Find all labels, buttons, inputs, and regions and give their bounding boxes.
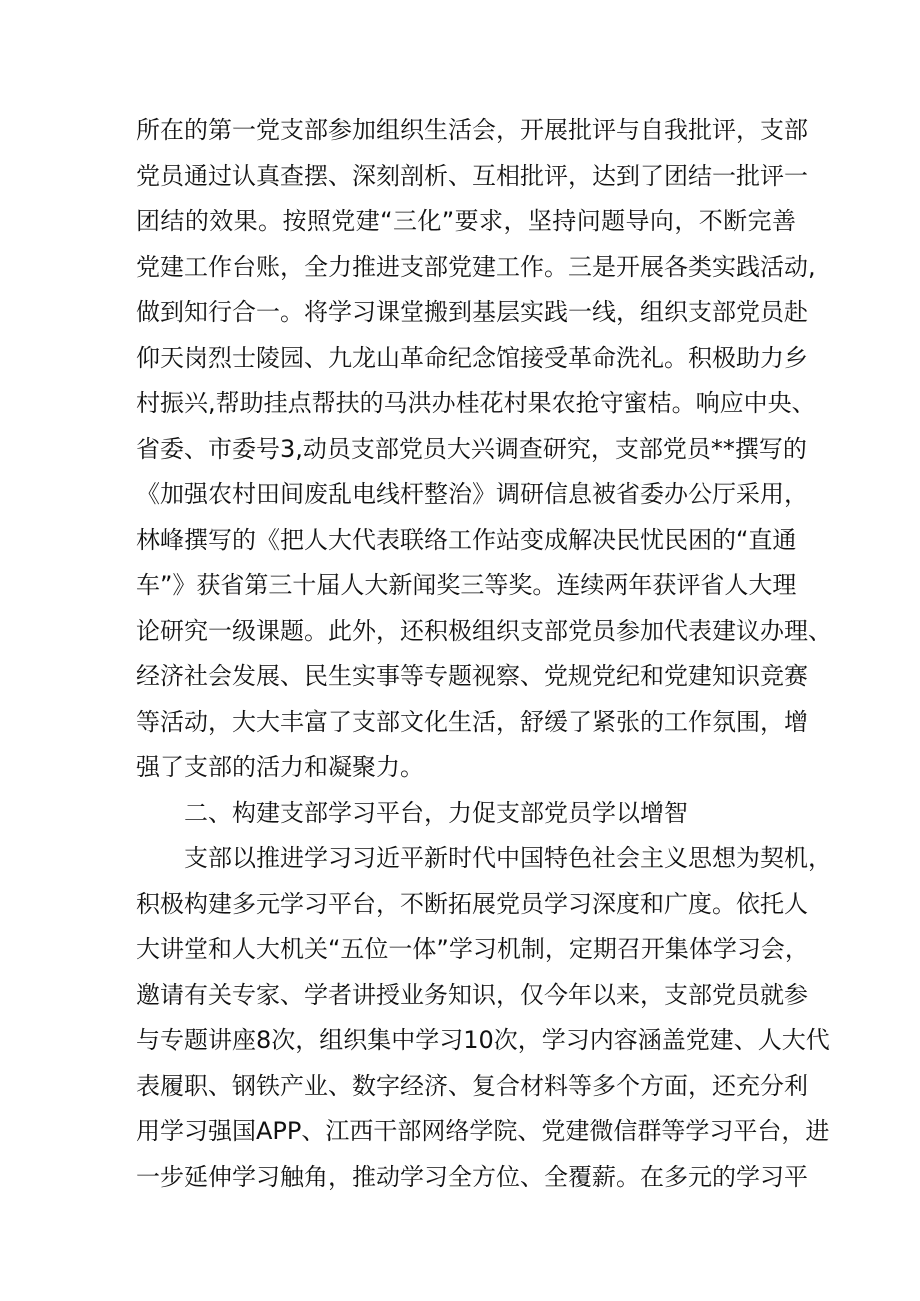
text-line: 做到知行合一。将学习课堂搬到基层实践一线，组织支部党员赴 [136,298,808,326]
text-line: 邀请有关专家、学者讲授业务知识，仅今年以来，支部党员就参 [136,980,808,1009]
document-body [136,108,832,1200]
text-line: 积极构建多元学习平台，不断拓展党员学习深度和广度。依托人 [136,889,808,918]
text-line: 用学习强国APP、江西干部网络学院、党建微信群等学习平台，进 [136,1117,830,1145]
text-line: 论研究一级课题。此外，还积极组织支部党员参加代表建议办理、 [136,616,832,645]
text-line: 表履职、钢铁产业、数字经济、复合材料等多个方面，还充分利 [136,1071,808,1100]
text-line: 所在的第一党支部参加组织生活会，开展批评与自我批评，支部 [136,116,808,144]
text-line: 团结的效果。按照党建“三化”要求，坚持问题导向，不断完善 [136,207,796,235]
text-line: 《加强农村田间废乱电线杆整治》调研信息被省委办公厅采用， [136,480,808,508]
text-line: 经济社会发展、民生实事等专题视察、党规党纪和党建知识竞赛 [136,662,808,690]
text-line: 大讲堂和人大机关“五位一体”学习机制，定期召开集体学习会， [136,935,809,963]
text-line: 省委、市委号3,动员支部党员大兴调查研究，支部党员**撰写的 [136,434,807,463]
text-line: 支部以推进学习习近平新时代中国特色社会主义思想为契机， [184,844,832,872]
text-line: 与专题讲座8次，组织集中学习10次，学习内容涵盖党建、人大代 [136,1026,830,1054]
text-line: 等活动，大大丰富了支部文化生活，舒缓了紧张的工作氛围，增 [136,707,808,736]
text-line: 村振兴,帮助挂点帮扶的马洪办桂花村果农抢守蜜桔。响应中央、 [136,389,816,417]
text-line: 党员通过认真查摆、深刻剖析、互相批评，达到了团结一批评一 [136,161,808,190]
text-line: 强了支部的活力和凝聚力。 [136,753,424,781]
paragraph-1 [136,108,832,791]
text-line: 一步延伸学习触角，推动学习全方位、全覆薪。在多元的学习平 [136,1162,808,1191]
text-line: 车”》获省第三十届人大新闻奖三等奖。连续两年获评省人大理 [136,571,797,599]
text-line: 林峰撰写的《把人大代表联络工作站变成解决民忧民困的“直通 [136,525,797,554]
section-heading: 二、构建支部学习平台，力促支部党员学以增智 [184,798,688,827]
text-line: 仰天岗烈士陵园、九龙山革命纪念馆接受革命洗礼。积极助力乡 [136,343,808,372]
paragraph-2 [136,836,832,1200]
text-line: 党建工作台账，全力推进支部党建工作。三是开展各类实践活动, [136,252,816,281]
